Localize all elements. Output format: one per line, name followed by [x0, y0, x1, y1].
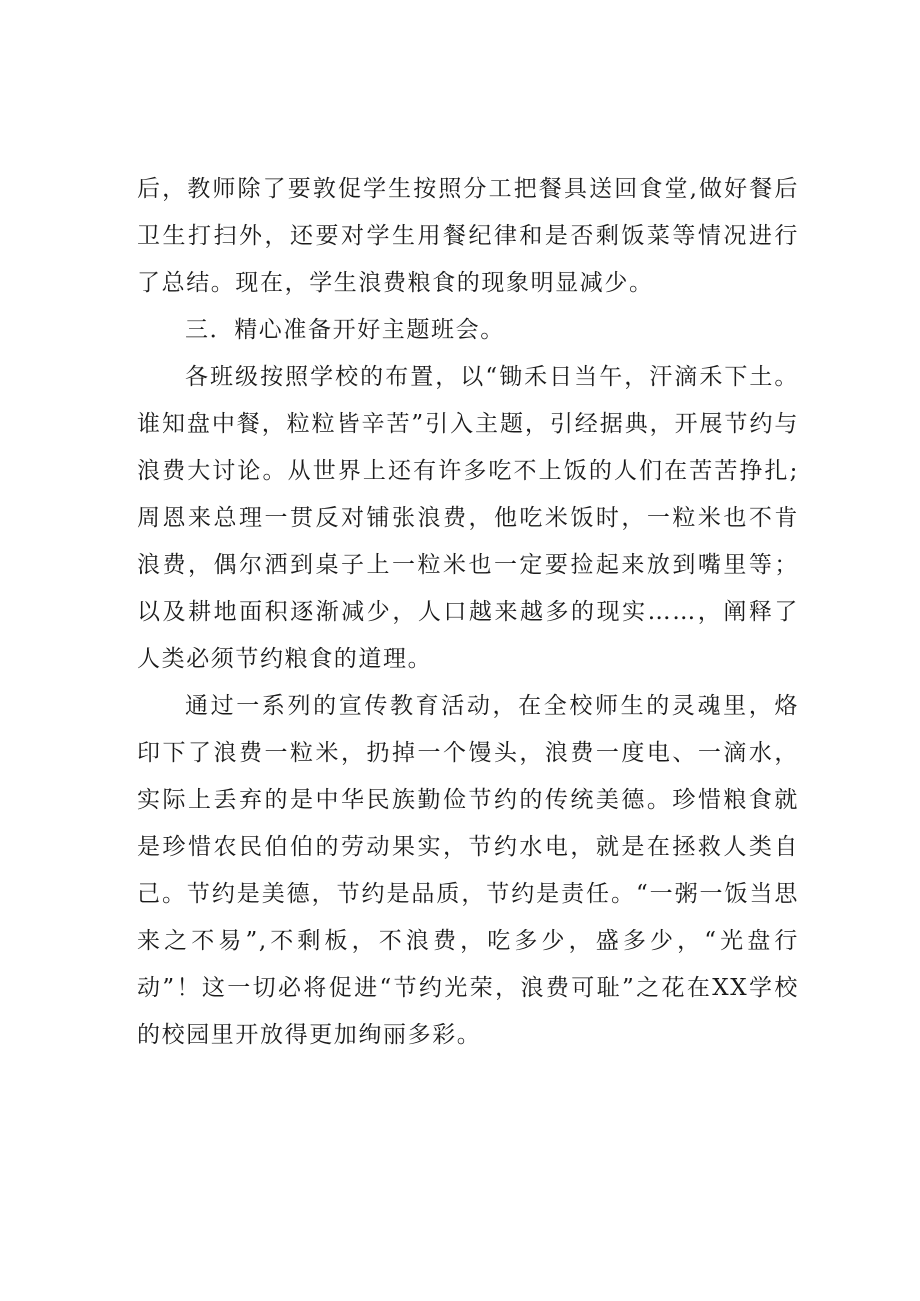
paragraph-continuation: 后，教师除了要敦促学生按照分工把餐具送回食堂,做好餐后卫生打扫外，还要对学生用餐纪律和是否剩饭菜等情况进行了总结。现在，学生浪费粮食的现象明显减少。 — [137, 176, 799, 296]
section-heading: 三．精心准备开好主题班会。 — [185, 317, 505, 343]
paragraph-class-meeting: 各班级按照学校的布置，以“锄禾日当午，汗滴禾下土。谁知盘中餐，粒粒皆辛苦”引入主题，引经据典，开展节约与浪费大讨论。从世界上还有许多吃不上饭的人们在苦苦挣扎;周恩来总理一贯反对铺张浪费，他吃米饭时，一粒米也不肯浪费，偶尔洒到桌子上一粒米也一定要捡起来放到嘴里等；以及耕地面积逐渐减少，人口越来越多的现实……，阐释了人类必须节约粮食的道理。 — [137, 364, 799, 672]
document-body — [137, 166, 799, 1059]
paragraph-conclusion: 通过一系列的宣传教育活动，在全校师生的灵魂里，烙印下了浪费一粒米，扔掉一个馒头，浪费一度电、一滴水，实际上丢弃的是中华民族勤俭节约的传统美德。珍惜粮食就是珍惜农民伯伯的劳动果实，节约水电，就是在拯救人类自己。节约是美德，节约是品质，节约是责任。“一粥一饭当思来之不易”,不剩板，不浪费，吃多少，盛多少，“光盘行动”！这一切必将促进“节约光荣，浪费可耻”之花在XX学校的校园里开放得更加绚丽多彩。 — [137, 693, 799, 1048]
